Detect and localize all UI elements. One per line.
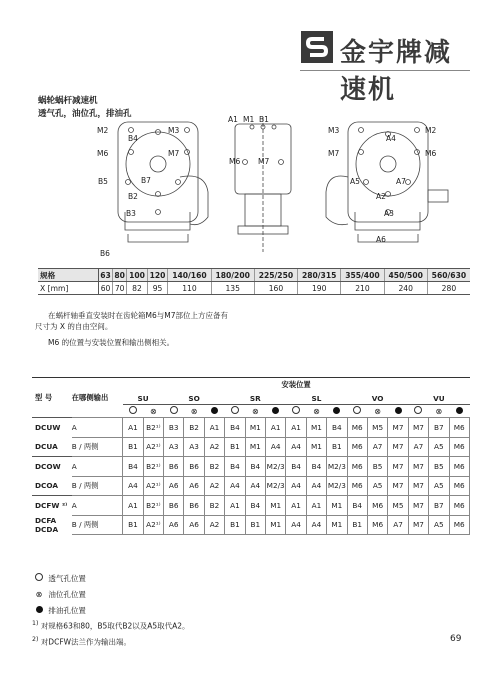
position-cell: M1: [265, 496, 285, 516]
position-cell: A2: [204, 476, 224, 496]
position-cell: M7: [388, 418, 408, 438]
footnote-2-text: 对DCFW法兰作为输出端。: [40, 637, 132, 647]
position-cell: A4: [306, 515, 326, 534]
label-B5-left: B5: [98, 177, 108, 186]
position-cell: B2: [204, 496, 224, 516]
position-cell: M7: [408, 457, 428, 477]
position-cell: A2¹⁾: [143, 515, 163, 534]
position-cell: A2¹⁾: [143, 476, 163, 496]
note-clearance-1: 在蜗杆轴垂直安装时在齿轮箱M6与M7部位上方应备有: [48, 311, 228, 320]
label-B2-left: B2: [128, 192, 138, 201]
footnote-1-mark: 1): [32, 620, 39, 627]
table-row: [32, 437, 470, 457]
side-cell: B / 两侧: [72, 476, 123, 496]
label-B3-left: B3: [126, 209, 136, 218]
position-cell: A4: [265, 437, 285, 457]
table-row: [32, 457, 470, 477]
level-symbol-icon: ⊗: [149, 406, 157, 416]
position-cell: B1: [225, 437, 245, 457]
position-cell: M1: [306, 418, 326, 438]
position-cell: B2¹⁾: [143, 496, 163, 516]
position-cell: M7: [388, 476, 408, 496]
position-cell: A4: [286, 437, 306, 457]
model-cell: DCOW: [32, 457, 72, 477]
position-cell: B2: [204, 457, 224, 477]
size-cell: 100: [127, 269, 148, 282]
position-cell: A5: [367, 476, 387, 496]
position-cell: A3: [184, 437, 204, 457]
label-M6-left: M6: [97, 149, 109, 158]
brand-logo-icon: [300, 30, 334, 64]
position-cell: B7: [429, 418, 449, 438]
position-cell: A7: [367, 437, 387, 457]
level-symbol-icon: ⊗: [435, 406, 443, 416]
symbol-cell: [408, 405, 428, 418]
position-cell: A6: [164, 515, 184, 534]
symbol-cell: [367, 405, 387, 418]
brand-header: [300, 30, 470, 105]
table-row: [38, 269, 470, 282]
row-label-x: X [mm]: [38, 282, 99, 295]
position-cell: A2: [204, 437, 224, 457]
size-cell: 280/315: [298, 269, 341, 282]
position-cell: A4: [286, 515, 306, 534]
position-cell: B6: [164, 496, 184, 516]
symbol-cell: [164, 405, 184, 418]
note-m6: M6 的位置与安装位置和输出侧相关。: [48, 338, 175, 347]
position-cell: M1: [327, 496, 347, 516]
symbol-cell: [245, 405, 265, 418]
position-cell: B5: [367, 457, 387, 477]
label-M7-left: M7: [168, 149, 180, 158]
position-cell: B4: [225, 418, 245, 438]
footnote-1: [32, 620, 190, 632]
position-cell: A1: [225, 496, 245, 516]
position-cell: A2¹⁾: [143, 437, 163, 457]
position-cell: M2/3: [265, 457, 285, 477]
footnote-2-mark: 2): [32, 636, 39, 643]
position-cell: M6: [449, 476, 470, 496]
position-cell: B4: [306, 457, 326, 477]
header-divider: [300, 70, 470, 71]
legend-drain-label: 排油孔位置: [48, 606, 86, 615]
level-symbol-icon: ⊗: [374, 406, 381, 416]
position-cell: B4: [245, 496, 265, 516]
label-M7-mid: M7: [258, 157, 270, 166]
position-cell: B2: [184, 418, 204, 438]
position-cell: B4: [225, 457, 245, 477]
symbol-cell: [306, 405, 326, 418]
position-cell: A4: [286, 476, 306, 496]
position-cell: B1: [123, 515, 143, 534]
label-M6-mid: M6: [229, 157, 241, 166]
table-row: [38, 282, 470, 295]
group-VO: VO: [347, 392, 408, 405]
position-cell: B3: [164, 418, 184, 438]
symbol-cell: [204, 405, 224, 418]
position-cell: M7: [388, 437, 408, 457]
size-cell: 450/500: [384, 269, 427, 282]
vent-symbol-icon: [35, 573, 43, 581]
symbol-cell: [449, 405, 470, 418]
x-cell: 95: [147, 282, 168, 295]
size-cell: 180/200: [211, 269, 254, 282]
drain-symbol-icon: [395, 407, 402, 414]
position-cell: M6: [449, 515, 470, 534]
position-cell: A4: [123, 476, 143, 496]
row-label-size: 规格: [38, 269, 99, 282]
position-cell: M2/3: [327, 457, 347, 477]
table-header-row: [32, 378, 470, 393]
position-cell: M2/3: [327, 476, 347, 496]
legend-drain: [32, 605, 86, 616]
model-cell: DCUA: [35, 442, 58, 451]
position-cell: M6: [449, 437, 470, 457]
label-A1-mid: A1: [228, 115, 238, 124]
side-cell: A: [72, 496, 123, 516]
position-cell: A1: [123, 418, 143, 438]
symbol-cell: [388, 405, 408, 418]
x-cell: 110: [168, 282, 211, 295]
drain-symbol-icon: [333, 407, 340, 414]
table-row: [32, 476, 470, 496]
position-cell: A1: [204, 418, 224, 438]
position-cell: A1: [286, 418, 306, 438]
symbol-cell: [265, 405, 285, 418]
position-cell: B5: [429, 457, 449, 477]
label-A3-right: A3: [384, 209, 394, 218]
vent-symbol-icon: [292, 406, 300, 414]
position-cell: A4: [245, 476, 265, 496]
position-cell: M1: [245, 418, 265, 438]
x-cell: 210: [341, 282, 384, 295]
position-cell: B1: [347, 515, 367, 534]
drain-symbol-icon: [36, 606, 43, 613]
table-row: [32, 418, 470, 438]
position-cell: M6: [449, 418, 470, 438]
position-cell: M5: [388, 496, 408, 516]
level-symbol-icon: ⊗: [35, 590, 43, 599]
section-subtitle: 透气孔，油位孔，排油孔: [38, 109, 132, 119]
label-A2-right: A2: [376, 192, 386, 201]
drain-symbol-icon: [211, 407, 218, 414]
model-cell: DCFW ²⁾: [32, 496, 72, 516]
symbol-cell: [286, 405, 306, 418]
position-cell: B4: [245, 457, 265, 477]
position-cell: M6: [347, 476, 367, 496]
col-side: 在哪侧输出: [71, 393, 109, 403]
model-cell: DCOA: [35, 481, 59, 490]
position-cell: M7: [408, 496, 428, 516]
side-cell: B / 两侧: [72, 437, 123, 457]
position-cell: A6: [184, 515, 204, 534]
label-M3-left: M3: [168, 126, 180, 135]
size-cell: 80: [114, 270, 125, 280]
position-cell: B1: [123, 437, 143, 457]
symbol-cell: [184, 405, 204, 418]
size-cell: 355/400: [341, 269, 384, 282]
position-cell: B4: [327, 418, 347, 438]
position-cell: A7: [388, 515, 408, 534]
position-cell: B7: [429, 496, 449, 516]
position-cell: M6: [347, 418, 367, 438]
symbol-row: [32, 405, 470, 418]
position-cell: B4: [347, 496, 367, 516]
note-clearance-2: 尺寸为 X 的自由空间。: [35, 322, 113, 331]
section-title: 蜗轮蜗杆减速机: [38, 96, 98, 106]
symbol-cell: [327, 405, 347, 418]
side-cell: A: [72, 457, 123, 477]
symbol-cell: [225, 405, 245, 418]
position-cell: M1: [265, 515, 285, 534]
position-cell: A1: [286, 496, 306, 516]
vent-symbol-icon: [170, 406, 178, 414]
size-spec-table: [38, 268, 470, 295]
model-cell: DCFA DCDA: [35, 515, 59, 534]
position-cell: M7: [408, 476, 428, 496]
position-cell: M1: [306, 437, 326, 457]
position-cell: B6: [164, 457, 184, 477]
position-cell: M7: [408, 515, 428, 534]
position-cell: A1: [265, 418, 285, 438]
label-M7-right: M7: [328, 149, 340, 158]
position-cell: M6: [367, 515, 387, 534]
position-cell: B2¹⁾: [143, 418, 163, 438]
position-cell: B1: [327, 437, 347, 457]
label-B4-left: B4: [128, 134, 138, 143]
vent-symbol-icon: [353, 406, 361, 414]
label-A6-right: A6: [376, 235, 386, 244]
x-cell: 60: [99, 282, 113, 295]
position-cell: A5: [429, 476, 449, 496]
size-cell: 225/250: [254, 269, 297, 282]
label-M2-left: M2: [97, 126, 109, 135]
mount-title: 安装位置: [123, 378, 470, 393]
level-symbol-icon: ⊗: [190, 406, 198, 416]
position-cell: M6: [347, 457, 367, 477]
symbol-cell: [429, 405, 449, 418]
label-B6-left: B6: [100, 249, 110, 258]
position-cell: B2¹⁾: [143, 457, 163, 477]
position-cell: M6: [367, 496, 387, 516]
group-SU: SU: [123, 392, 164, 405]
legend-vent: [32, 573, 86, 584]
position-cell: A3: [164, 437, 184, 457]
position-cell: A2: [204, 515, 224, 534]
label-A4-right: A4: [386, 134, 396, 143]
group-SR: SR: [225, 392, 286, 405]
legend-level: [32, 589, 86, 600]
position-cell: M5: [367, 418, 387, 438]
label-M1-mid: M1: [243, 115, 255, 124]
label-A7-right: A7: [396, 177, 406, 186]
size-cell: 63: [100, 270, 111, 280]
drain-symbol-icon: [456, 407, 463, 414]
position-cell: A5: [429, 437, 449, 457]
position-cell: A4: [306, 476, 326, 496]
label-M2-right: M2: [425, 126, 437, 135]
label-M3-right: M3: [328, 126, 340, 135]
side-cell: B / 两侧: [72, 515, 123, 534]
footnote-2: [32, 636, 131, 648]
position-cell: M6: [449, 496, 470, 516]
table-header-row: [32, 392, 470, 405]
label-M6-right: M6: [425, 149, 437, 158]
table-row: [32, 515, 470, 534]
position-cell: M1: [327, 515, 347, 534]
model-cell: DCUW: [32, 418, 72, 438]
position-cell: A6: [184, 476, 204, 496]
position-cell: B1: [225, 515, 245, 534]
group-SO: SO: [164, 392, 225, 405]
x-cell: 135: [211, 282, 254, 295]
position-cell: M2/3: [265, 476, 285, 496]
position-cell: A7: [408, 437, 428, 457]
legend-vent-label: 透气孔位置: [48, 574, 86, 583]
x-cell: 160: [254, 282, 297, 295]
x-cell: 190: [298, 282, 341, 295]
position-cell: A6: [164, 476, 184, 496]
level-symbol-icon: ⊗: [251, 406, 259, 416]
symbol-cell: [123, 405, 143, 418]
drain-symbol-icon: [272, 407, 279, 414]
gearbox-drawings: [30, 112, 470, 262]
x-cell: 70: [113, 282, 127, 295]
x-cell: 240: [384, 282, 427, 295]
brand-name: 金宇牌减速机: [340, 38, 453, 105]
position-cell: M1: [245, 437, 265, 457]
position-cell: B4: [123, 457, 143, 477]
position-cell: B6: [184, 457, 204, 477]
size-cell: 140/160: [168, 269, 211, 282]
legend-level-label: 油位孔位置: [48, 590, 86, 599]
side-cell: A: [72, 418, 123, 438]
symbol-cell: [347, 405, 367, 418]
position-cell: M6: [449, 457, 470, 477]
label-A5-right: A5: [350, 177, 360, 186]
position-cell: A1: [306, 496, 326, 516]
table-row: [32, 496, 470, 516]
page-number: 69: [450, 634, 462, 644]
position-cell: M7: [388, 457, 408, 477]
level-symbol-icon: ⊗: [313, 406, 320, 416]
group-VU: VU: [408, 392, 469, 405]
position-cell: M6: [347, 437, 367, 457]
group-SL: SL: [286, 392, 347, 405]
footnote-1-text: 对规格63和80，B5取代B2以及A5取代A2。: [40, 621, 190, 631]
position-cell: B6: [184, 496, 204, 516]
vent-symbol-icon: [129, 406, 137, 414]
col-model: 型 号: [35, 393, 53, 403]
vent-symbol-icon: [231, 406, 239, 414]
label-B7-left: B7: [141, 176, 151, 185]
position-cell: A5: [429, 515, 449, 534]
x-cell: 280: [427, 282, 470, 295]
position-cell: M7: [408, 418, 428, 438]
vent-symbol-icon: [414, 406, 422, 414]
position-cell: A1: [123, 496, 143, 516]
size-cell: 560/630: [427, 269, 470, 282]
size-cell: 120: [147, 269, 168, 282]
position-cell: B4: [286, 457, 306, 477]
mounting-position-table: [32, 377, 470, 535]
symbol-cell: [143, 405, 163, 418]
x-cell: 82: [127, 282, 148, 295]
label-B1-mid: B1: [259, 115, 269, 124]
position-cell: B1: [245, 515, 265, 534]
position-cell: A4: [225, 476, 245, 496]
